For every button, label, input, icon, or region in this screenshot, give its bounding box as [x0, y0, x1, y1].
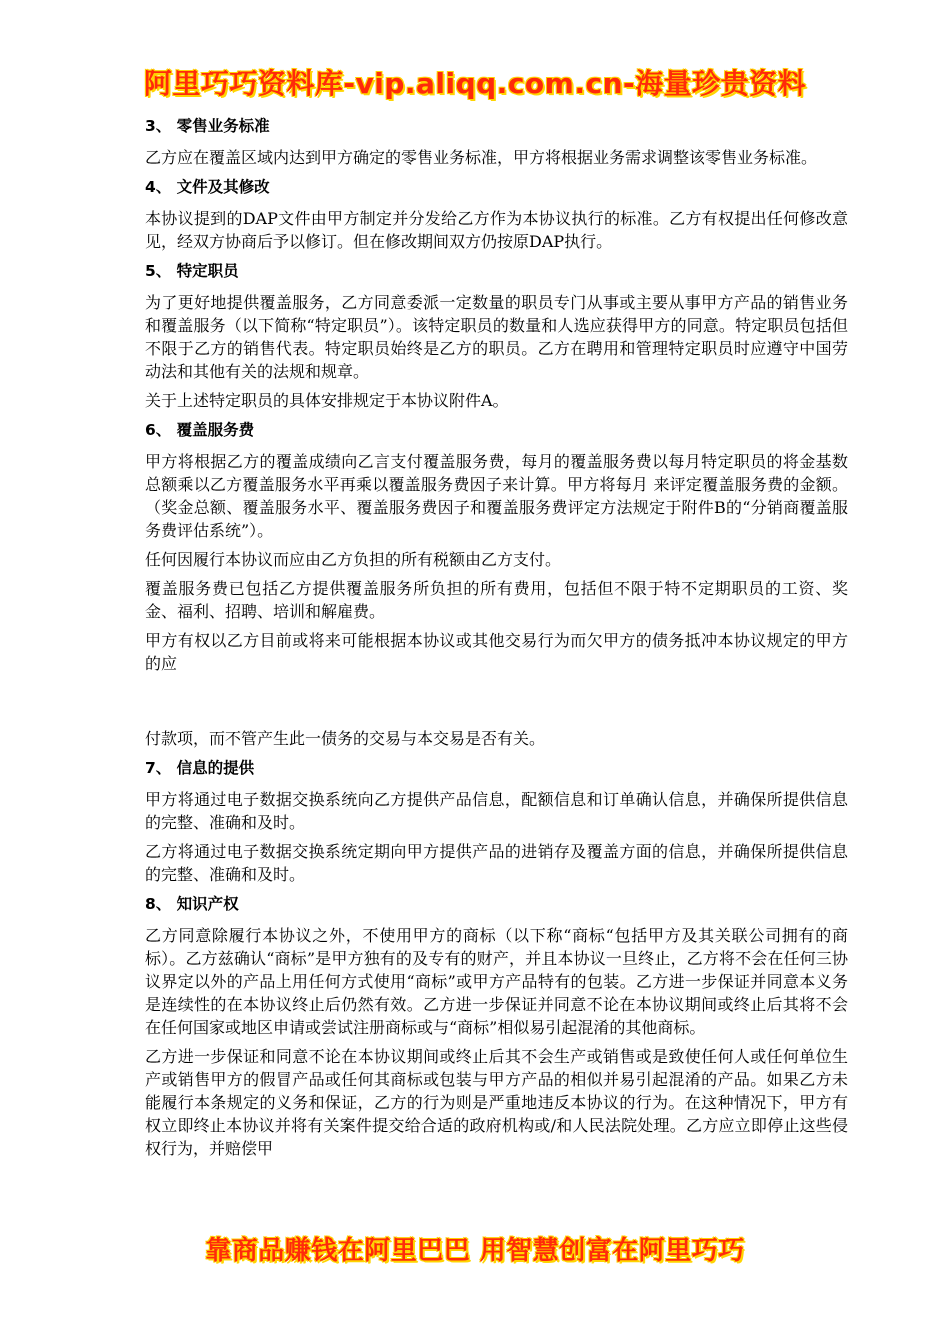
- section-heading: 3、 零售业务标准: [145, 117, 270, 135]
- paragraph: 甲方有权以乙方目前或将来可能根据本协议或其他交易行为而欠甲方的债务抵冲本协议规定的甲方的应: [145, 631, 848, 673]
- paragraph: 本协议提到的DAP文件由甲方制定并分发给乙方作为本协议执行的标准。乙方有权提出任何修改意见，经双方协商后予以修订。但在修改期间双方仍按原DAP执行。: [145, 209, 848, 251]
- paragraph: 甲方将通过电子数据交换系统向乙方提供产品信息，配额信息和订单确认信息，并确保所提供信息的完整、准确和及时。: [145, 790, 848, 832]
- paragraph: 为了更好地提供覆盖服务，乙方同意委派一定数量的职员专门从事或主要从事甲方产品的销售业务和覆盖服务（以下简称“特定职员”）。该特定职员的数量和人选应获得甲方的同意。特定职员包括但不限于乙方的销售代表。特定职员始终是乙方的职员。乙方在聘用和管理特定职员时应遵守中国劳动法和其他有关的法规和规章。: [145, 293, 848, 381]
- section-coverage-fee: [145, 418, 848, 750]
- paragraph: 关于上述特定职员的具体安排规定于本协议附件A。: [145, 391, 509, 410]
- paragraph: 乙方应在覆盖区域内达到甲方确定的零售业务标准，甲方将根据业务需求调整该零售业务标准。: [145, 148, 818, 167]
- paragraph: 甲方将根据乙方的覆盖成绩向乙言支付覆盖服务费，每月的覆盖服务费以每月特定职员的将金基数总额乘以乙方覆盖服务水平再乘以覆盖服务费因子来计算。甲方将每月 来评定覆盖服务费的金额。（奖金总额、覆盖服务水平、覆盖服务费因子和覆盖服务费评定方法规定于附件B的“分销商覆盖服务费评估系统”）。: [145, 452, 848, 540]
- page-gap: [145, 681, 848, 727]
- section-heading: 6、 覆盖服务费: [145, 421, 255, 439]
- paragraph: 付款项，而不管产生此一债务的交易与本交易是否有关。: [145, 729, 546, 748]
- section-documents: [145, 175, 848, 253]
- section-information: [145, 756, 848, 886]
- section-heading: 8、 知识产权: [145, 895, 239, 913]
- paragraph: 任何因履行本协议而应由乙方负担的所有税额由乙方支付。: [145, 550, 562, 569]
- section-heading: 7、 信息的提供: [145, 759, 255, 777]
- paragraph: 覆盖服务费已包括乙方提供覆盖服务所负担的所有费用，包括但不限于特不定期职员的工资、奖金、福利、招聘、培训和解雇费。: [145, 579, 848, 621]
- section-retail-standard: [145, 114, 848, 169]
- header-watermark-banner: 阿里巧巧资料库-vip.aliqq.com.cn-海量珍贵资料: [143, 67, 807, 100]
- paragraph: 乙方将通过电子数据交换系统定期向甲方提供产品的进销存及覆盖方面的信息，并确保所提供信息的完整、准确和及时。: [145, 842, 848, 884]
- section-designated-staff: [145, 259, 848, 412]
- paragraph: 乙方同意除履行本协议之外，不使用甲方的商标（以下称“商标“包括甲方及其关联公司拥有的商标）。乙方兹确认“商标”是甲方独有的及专有的财产，并且本协议一旦终止，乙方将不会在任何三协议界定以外的产品上用任何方式使用“商标”或甲方产品特有的包装。乙方进一步保证并同意本义务是连续性的在本协议终止后仍然有效。乙方进一步保证并同意不论在本协议期间或终止后其将不会在任何国家或地区申请或尝试注册商标或与“商标”相似易引起混淆的其他商标。: [145, 926, 848, 1037]
- section-intellectual-property: [145, 892, 848, 1160]
- section-heading: 4、 文件及其修改: [145, 178, 270, 196]
- section-heading: 5、 特定职员: [145, 262, 239, 280]
- document-body: [145, 114, 848, 1166]
- paragraph: 乙方进一步保证和同意不论在本协议期间或终止后其不会生产或销售或是致使任何人或任何单位生产或销售甲方的假冒产品或任何其商标或包装与甲方产品的相似并易引起混淆的产品。如果乙方未能履行本条规定的义务和保证，乙方的行为则是严重地违反本协议的行为。在这种情况下，甲方有权立即终止本协议并将有关案件提交给合适的政府机构或/和人民法院处理。乙方应立即停止这些侵权行为，并赔偿甲: [145, 1047, 848, 1158]
- footer-watermark-banner: 靠商品赚钱在阿里巴巴 用智慧创富在阿里巧巧: [205, 1236, 745, 1266]
